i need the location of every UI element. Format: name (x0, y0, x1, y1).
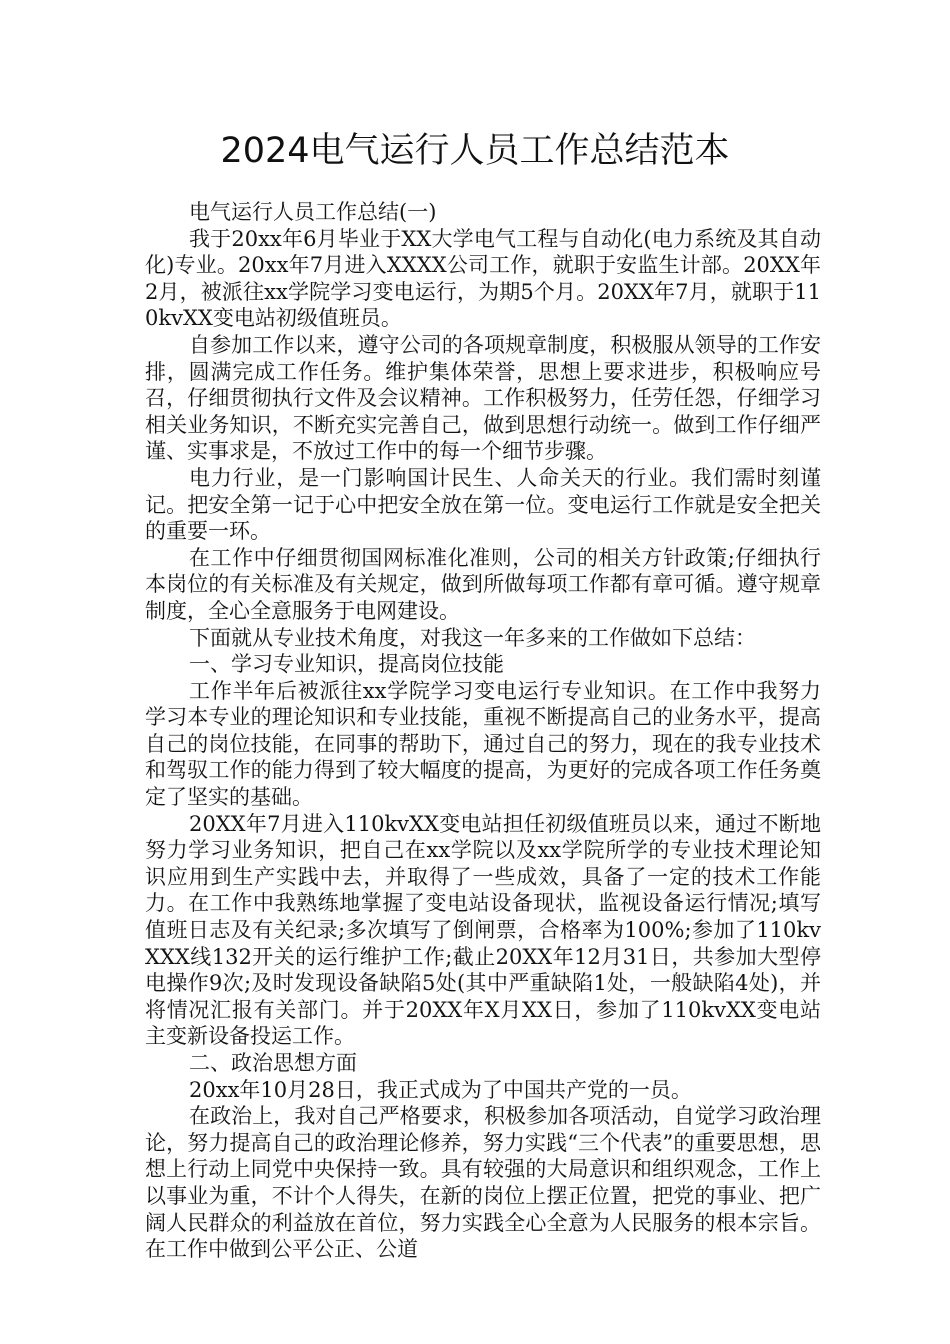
section-heading: 电气运行人员工作总结(一) (189, 200, 437, 224)
paragraph: 在政治上，我对自己严格要求，积极参加各项活动，自觉学习政治理论，努力提高自己的政治理论修养，努力实践“三个代表”的重要思想，思想上行动上同党中央保持一致。具有较强的大局意识和组织观念，工作上以事业为重，不计个人得失，在新的岗位上摆正位置，把党的事业、把广阔人民群众的利益放在首位，努力实践全心全意为人民服务的根本宗旨。在工作中做到公平公正、公道 (145, 1104, 821, 1262)
section-heading: 二、政治思想方面 (189, 1051, 357, 1075)
paragraph: 在工作中仔细贯彻国网标准化准则，公司的相关方针政策;仔细执行本岗位的有关标准及有关规定，做到所做每项工作都有章可循。遵守规章制度，全心全意服务于电网建设。 (145, 545, 821, 623)
section-heading: 一、学习专业知识，提高岗位技能 (189, 652, 504, 677)
paragraph: 20xx年10月28日，我正式成为了中国共产党的一员。 (189, 1077, 692, 1102)
paragraph: 工作半年后被派往xx学院学习变电运行专业知识。在工作中我努力学习本专业的理论知识和专业技能，重视不断提高自己的业务水平，提高自己的岗位技能，在同事的帮助下，通过自己的努力，现在的我专业技术和驾驭工作的能力得到了较大幅度的提高，为更好的完成各项工作任务奠定了坚实的基础。 (145, 678, 821, 810)
paragraph: 20XX年7月进入110kvXX变电站担任初级值班员以来，通过不断地努力学习业务知识，把自己在xx学院以及xx学院所学的专业技术理论知识应用到生产实践中去，并取得了一些成效，具备了一定的技术工作能力。在工作中我熟练地掌握了变电站设备现状，监视设备运行情况;填写值班日志及有关纪录;多次填写了倒闸票，合格率为100%;参加了110kvXXX线132开关的运行维护工作;截止20XX年12月31日，共参加大型停电操作9次;及时发现设备缺陷5处(其中严重缺陷1处，一般缺陷4处)，并将情况汇报有关部门。并于20XX年X月XX日，参加了110kvXX变电站主变新设备投运工作。 (145, 811, 821, 1049)
document-body (145, 199, 821, 1263)
paragraph: 自参加工作以来，遵守公司的各项规章制度，积极服从领导的工作安排，圆满完成工作任务。维护集体荣誉，思想上要求进步，积极响应号召，仔细贯彻执行文件及会议精神。工作积极努力，任劳任怨，仔细学习相关业务知识，不断充实完善自己，做到思想行动统一。做到工作仔细严谨、实事求是，不放过工作中的每一个细节步骤。 (145, 332, 821, 464)
paragraph: 我于20xx年6月毕业于XX大学电气工程与自动化(电力系统及其自动化)专业。20xx年7月进入XXXX公司工作，就职于安监生计部。20XX年2月，被派往xx学院学习变电运行，为期5个月。20XX年7月，就职于110kvXX变电站初级值班员。 (145, 226, 821, 331)
paragraph: 下面就从专业技术角度，对我这一年多来的工作做如下总结： (189, 625, 756, 650)
document-title: 2024电气运行人员工作总结范本 (220, 131, 730, 171)
paragraph: 电力行业，是一门影响国计民生、人命关天的行业。我们需时刻谨记。把安全第一记于心中把安全放在第一位。变电运行工作就是安全把关的重要一环。 (145, 465, 821, 544)
